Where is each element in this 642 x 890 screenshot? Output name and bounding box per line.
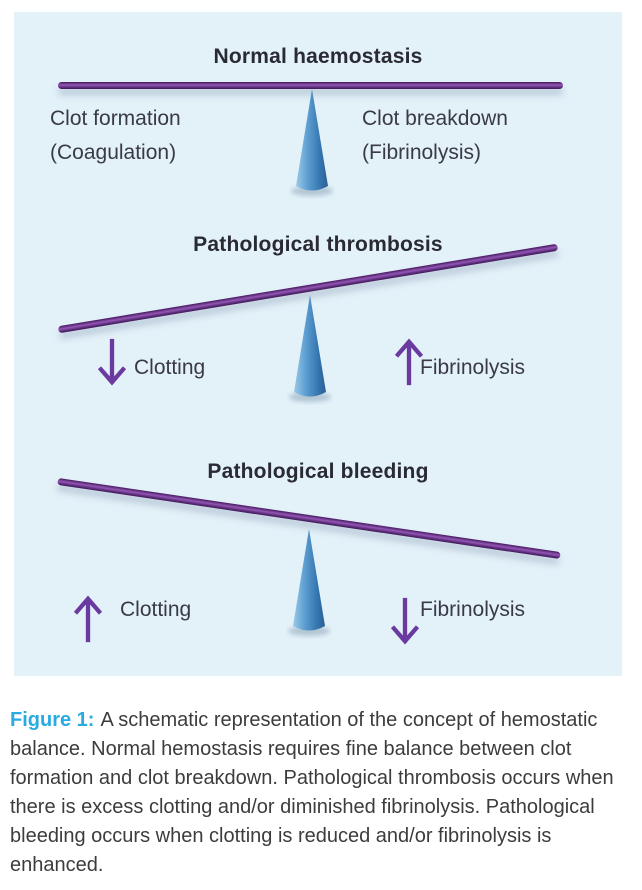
section-title-normal-haemostasis: Normal haemostasis <box>213 45 423 68</box>
label-clot-breakdown-line2: (Fibrinolysis) <box>362 141 482 164</box>
fulcrum-triangle-icon <box>287 293 333 405</box>
down-arrow-icon <box>95 337 129 387</box>
section-title-pathological-thrombosis: Pathological thrombosis <box>193 233 443 256</box>
down-arrow-icon <box>388 596 422 646</box>
label-clot-breakdown-line1: Clot breakdown <box>362 107 508 130</box>
label-fibrinolysis-decreased: Fibrinolysis <box>420 598 526 621</box>
label-clot-formation <box>50 102 181 170</box>
fulcrum-triangle-icon <box>289 87 335 199</box>
label-clot-breakdown <box>362 102 508 170</box>
figure-caption-text: A schematic representation of the concept of hemostatic balance. Normal hemostasis requires fine balance between clot formation and clot breakdown. Pathological thrombosis occurs when there is excess clotting and/or diminished fibrinolysis. Pathological bleeding occurs when clotting is reduced and/or fibrinolysis is enhanced. <box>10 709 614 876</box>
label-fibrinolysis-increased: Fibrinolysis <box>420 356 526 379</box>
figure-caption-label: Figure 1: <box>10 709 95 731</box>
label-clotting-decreased: Clotting <box>134 356 206 379</box>
label-clotting-increased: Clotting <box>120 598 192 621</box>
up-arrow-icon <box>71 594 105 644</box>
label-clot-formation-line1: Clot formation <box>50 107 181 130</box>
fulcrum-triangle-icon <box>286 527 332 639</box>
label-clot-formation-line2: (Coagulation) <box>50 141 177 164</box>
figure-caption <box>10 706 636 880</box>
section-title-pathological-bleeding: Pathological bleeding <box>207 460 429 483</box>
